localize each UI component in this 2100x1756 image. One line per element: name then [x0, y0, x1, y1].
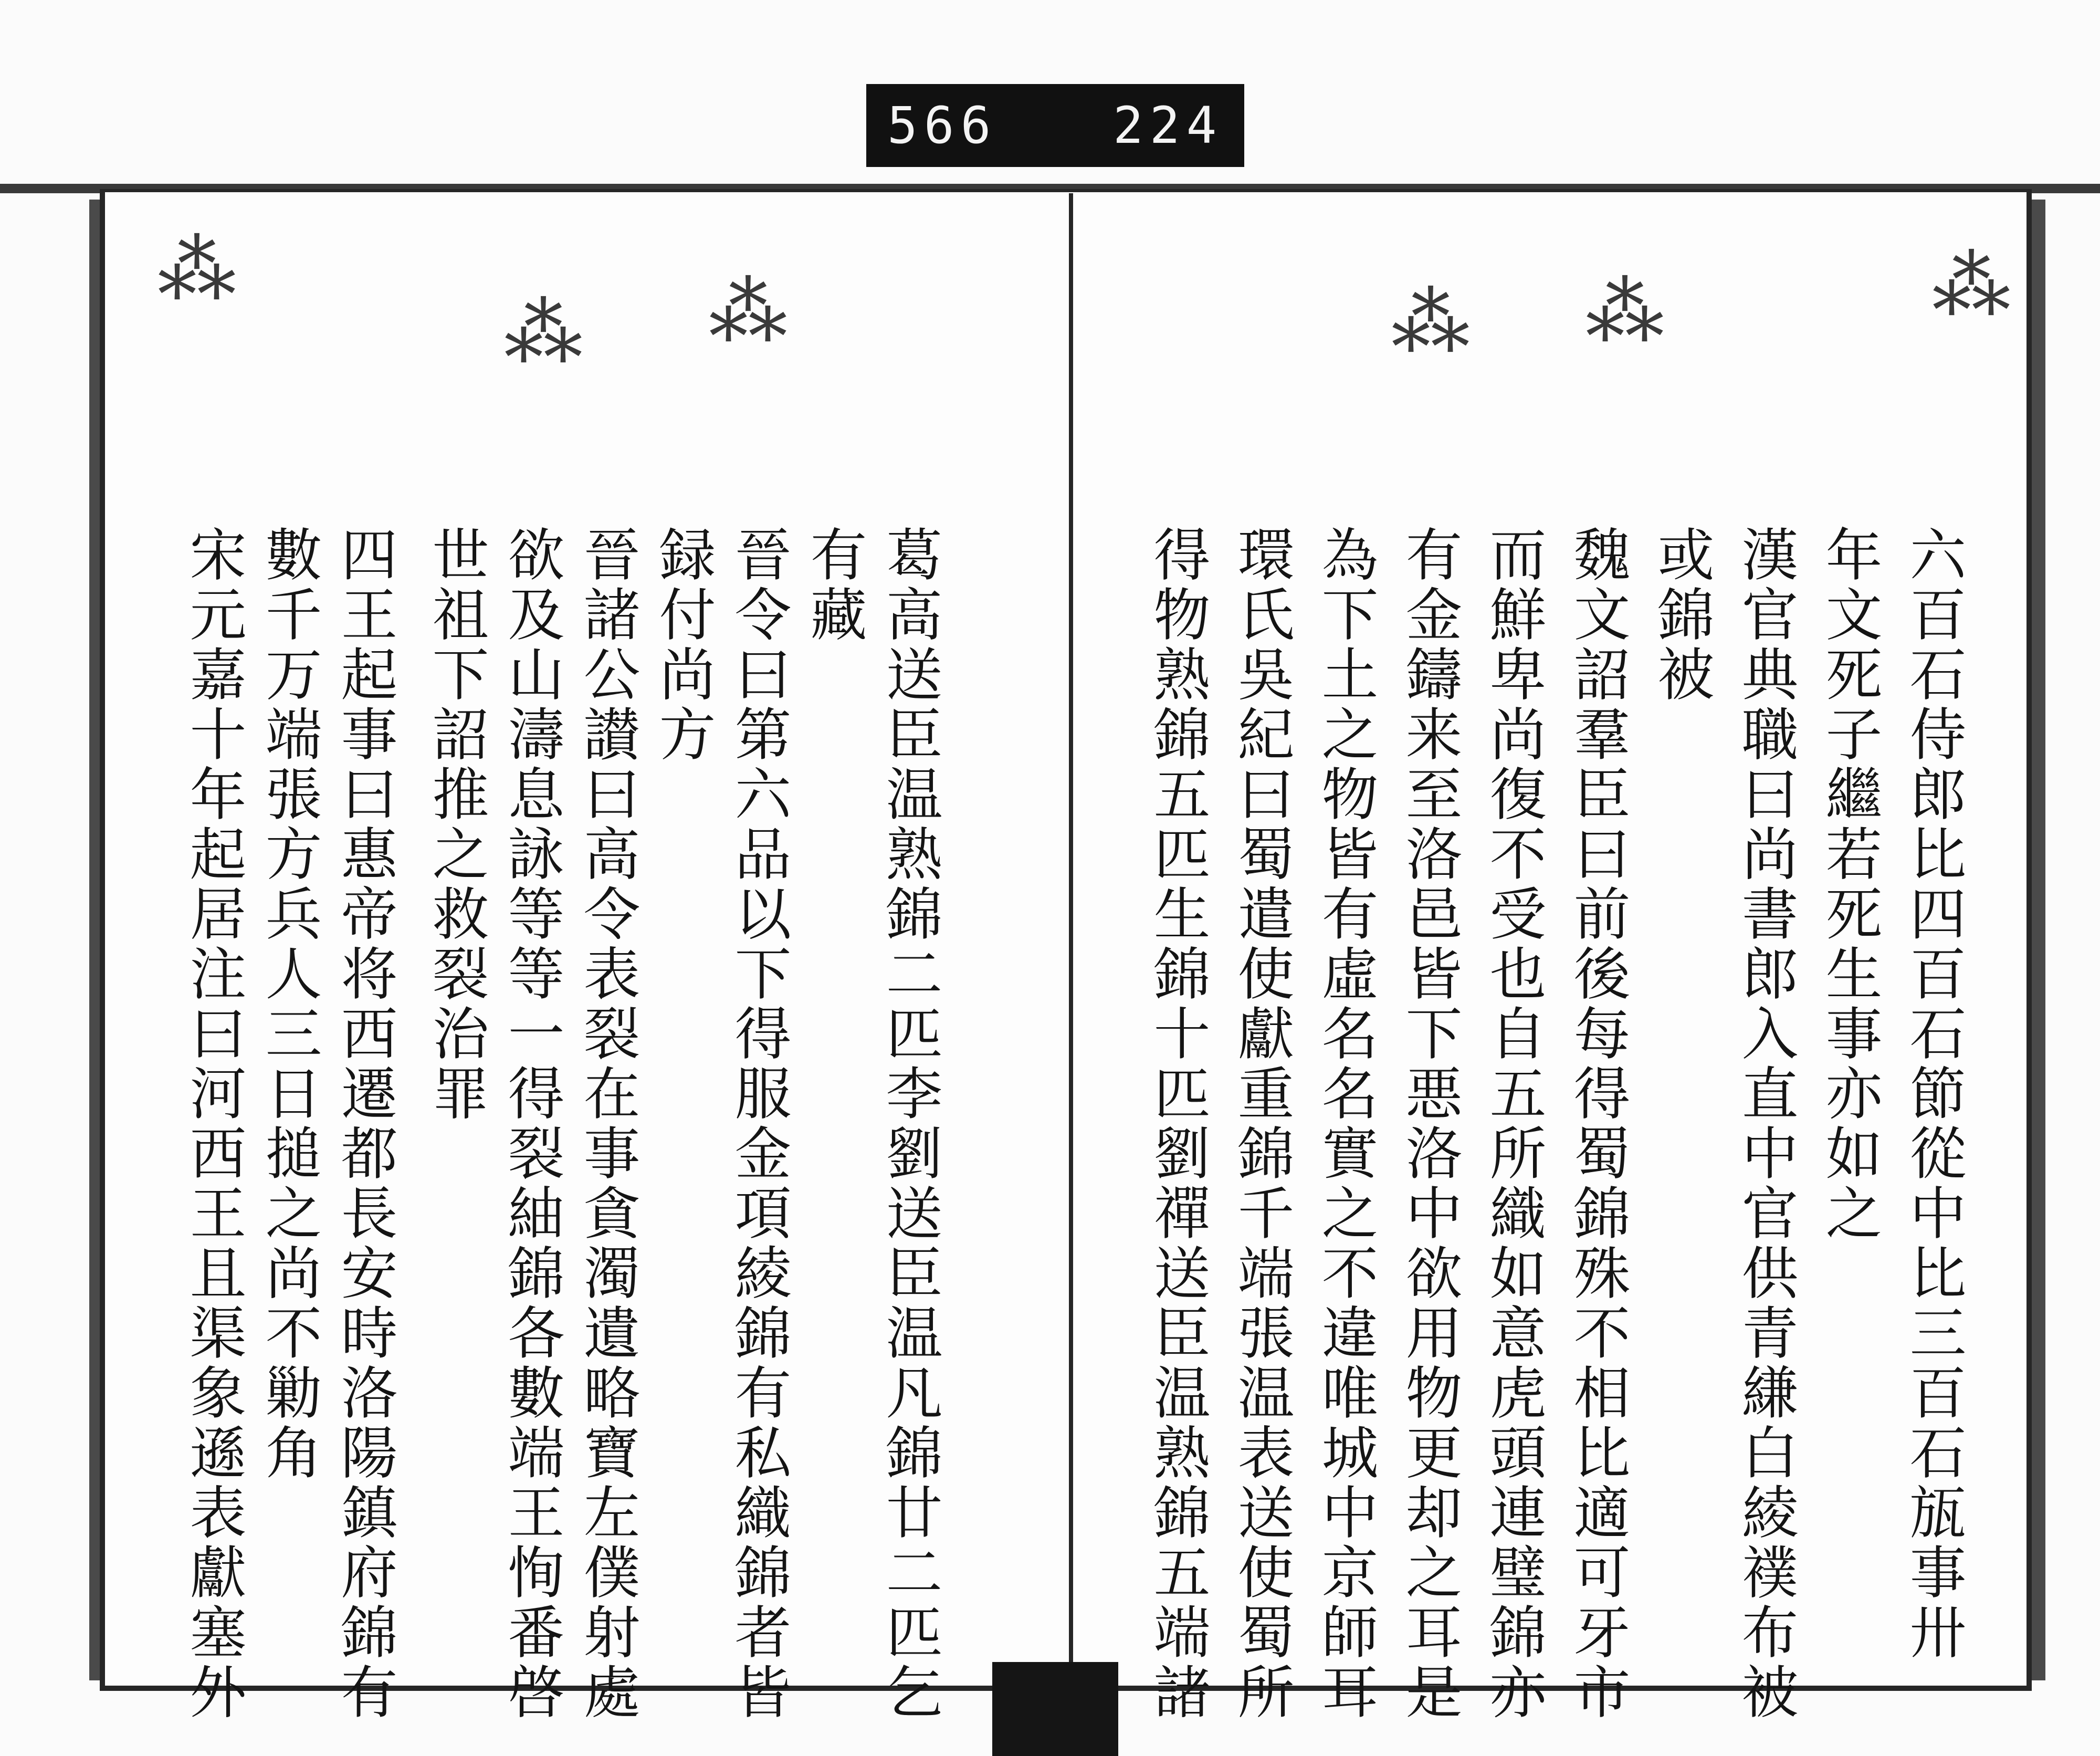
text-column: 年文死子繼若死生事亦如之 — [1816, 525, 1882, 1243]
text-column: 或錦被 — [1648, 525, 1714, 705]
text-column: 録付尚方 — [649, 525, 715, 765]
text-column: 魏文詔羣臣曰前後每得蜀錦殊不相比適可牙市 — [1564, 525, 1630, 1722]
text-column: 而鮮卑尚復不受也自五所織如意虎頭連璧錦亦 — [1480, 525, 1546, 1722]
wormhole-damage-icon: ⁂ — [709, 267, 788, 358]
wormhole-damage-icon: ⁂ — [1586, 267, 1664, 358]
text-column: 環氏吳紀曰蜀遣使獻重錦千端張温表送使蜀所 — [1228, 525, 1294, 1722]
text-column: 漢官典職曰尚書郎入直中官供青縑白綾襆布被 — [1732, 525, 1798, 1722]
book-spine — [1069, 193, 1073, 1711]
wormhole-damage-icon: ⁂ — [1391, 277, 1470, 369]
archive-page-number: 224 — [1113, 96, 1223, 155]
wormhole-damage-icon: ⁂ — [504, 288, 583, 379]
wormhole-damage-icon: ⁂ — [1932, 241, 2011, 332]
text-column: 晉諸公讃曰高令表裂在事貪濁遺略寶左僕射處 — [574, 525, 639, 1722]
text-column: 四王起事曰惠帝将西遷都長安時洛陽鎮府錦有 — [331, 525, 397, 1722]
text-column: 有金鑄来至洛邑皆下悪洛中欲用物更却之耳是 — [1396, 525, 1462, 1722]
text-column: 六百石侍郎比四百石節從中比三百石瓬事卅 — [1900, 525, 1966, 1663]
text-column: 為下土之物皆有虛名名實之不違唯城中京師耳 — [1312, 525, 1378, 1722]
text-column: 有藏 — [801, 525, 866, 645]
text-column: 數千万端張方兵人三日搥之尚不勦角 — [256, 525, 321, 1483]
archive-label — [866, 84, 1244, 167]
text-column: 世祖下詔推之救裂治罪 — [423, 525, 488, 1124]
text-column: 得物熟錦五匹生錦十匹劉禪送臣温熟錦五端諸 — [1144, 525, 1210, 1722]
wormhole-damage-icon: ⁂ — [158, 225, 236, 316]
text-column: 欲及山濤息詠等等一得裂紬錦各數端王恂番啓 — [498, 525, 564, 1722]
text-column: 宋元嘉十年起居注曰河西王且渠象遜表獻塞外 — [180, 525, 246, 1722]
text-column: 葛高送臣温熟錦二匹李劉送臣温凡錦廿二匹乞 — [876, 525, 942, 1722]
text-column: 晉令曰第六品以下得服金項綾錦有私織錦者皆 — [725, 525, 791, 1722]
bottom-binding-tab — [992, 1662, 1118, 1756]
archive-volume-number: 566 — [887, 96, 998, 155]
